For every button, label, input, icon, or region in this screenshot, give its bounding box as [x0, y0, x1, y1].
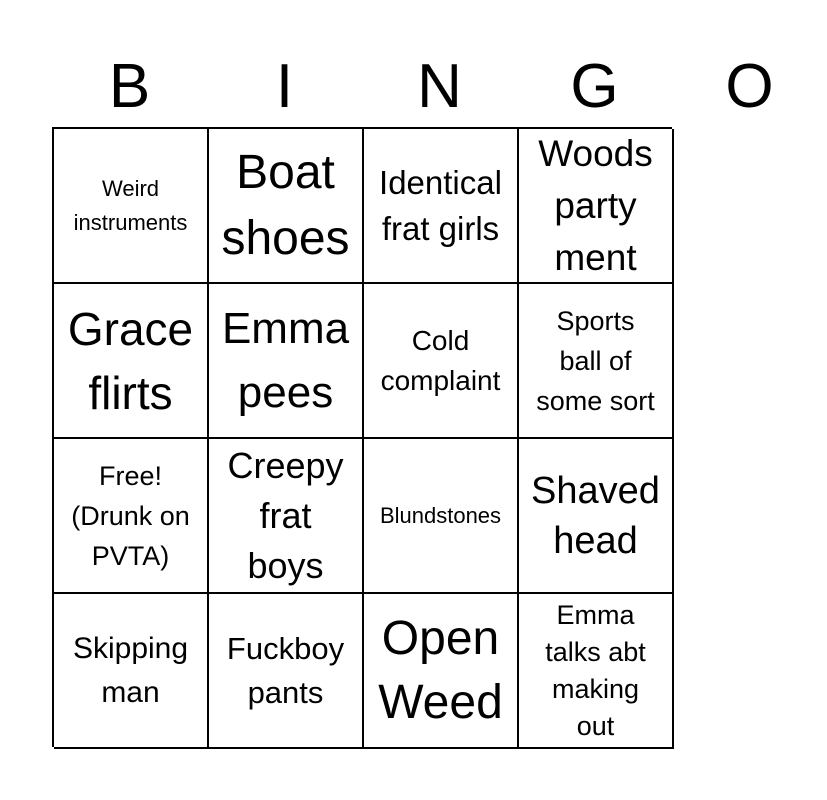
cell-text: Blundstones [379, 502, 502, 528]
header-letter-g: G [570, 52, 619, 121]
bingo-grid [52, 127, 672, 747]
cell-text: Open Weed [378, 611, 503, 729]
header-letter-n: N [417, 52, 462, 121]
bingo-cell[interactable] [54, 439, 209, 594]
bingo-cell[interactable] [209, 439, 364, 594]
bingo-cell[interactable] [209, 594, 364, 749]
header-letter-b: B [108, 52, 151, 121]
bingo-cell[interactable] [209, 284, 364, 439]
cell-text: Weird instruments [73, 175, 188, 235]
bingo-cell[interactable] [54, 284, 209, 439]
bingo-cell[interactable] [364, 439, 519, 594]
bingo-cell[interactable] [364, 284, 519, 439]
bingo-cell[interactable] [209, 129, 364, 284]
bingo-cell[interactable] [519, 284, 674, 439]
cell-text: Identical frat girls [379, 163, 502, 247]
bingo-cell[interactable] [519, 439, 674, 594]
cell-text: Woods party ment [538, 132, 653, 278]
cell-text: Fuckboy pants [226, 630, 345, 710]
cell-text: Boat shoes [221, 145, 350, 265]
cell-text: Free! (Drunk on PVTA) [71, 460, 190, 571]
header-letter-o: O [725, 52, 774, 121]
cell-text: Skipping man [72, 631, 189, 709]
bingo-cell[interactable] [519, 129, 674, 284]
cell-text: Sports ball of some sort [536, 305, 655, 416]
cell-text: Shaved head [531, 469, 660, 562]
cell-text: Cold complaint [380, 324, 501, 396]
cell-text: Grace flirts [67, 302, 194, 419]
bingo-cell[interactable] [54, 129, 209, 284]
bingo-cell[interactable] [364, 594, 519, 749]
bingo-header [52, 52, 774, 122]
cell-text: Creepy frat boys [227, 444, 344, 586]
bingo-cell[interactable] [364, 129, 519, 284]
header-letter-i: I [275, 52, 294, 121]
bingo-cell[interactable] [54, 594, 209, 749]
cell-text: Emma pees [221, 303, 350, 417]
bingo-cell[interactable] [519, 594, 674, 749]
cell-text: Emma talks abt making out [545, 599, 646, 741]
